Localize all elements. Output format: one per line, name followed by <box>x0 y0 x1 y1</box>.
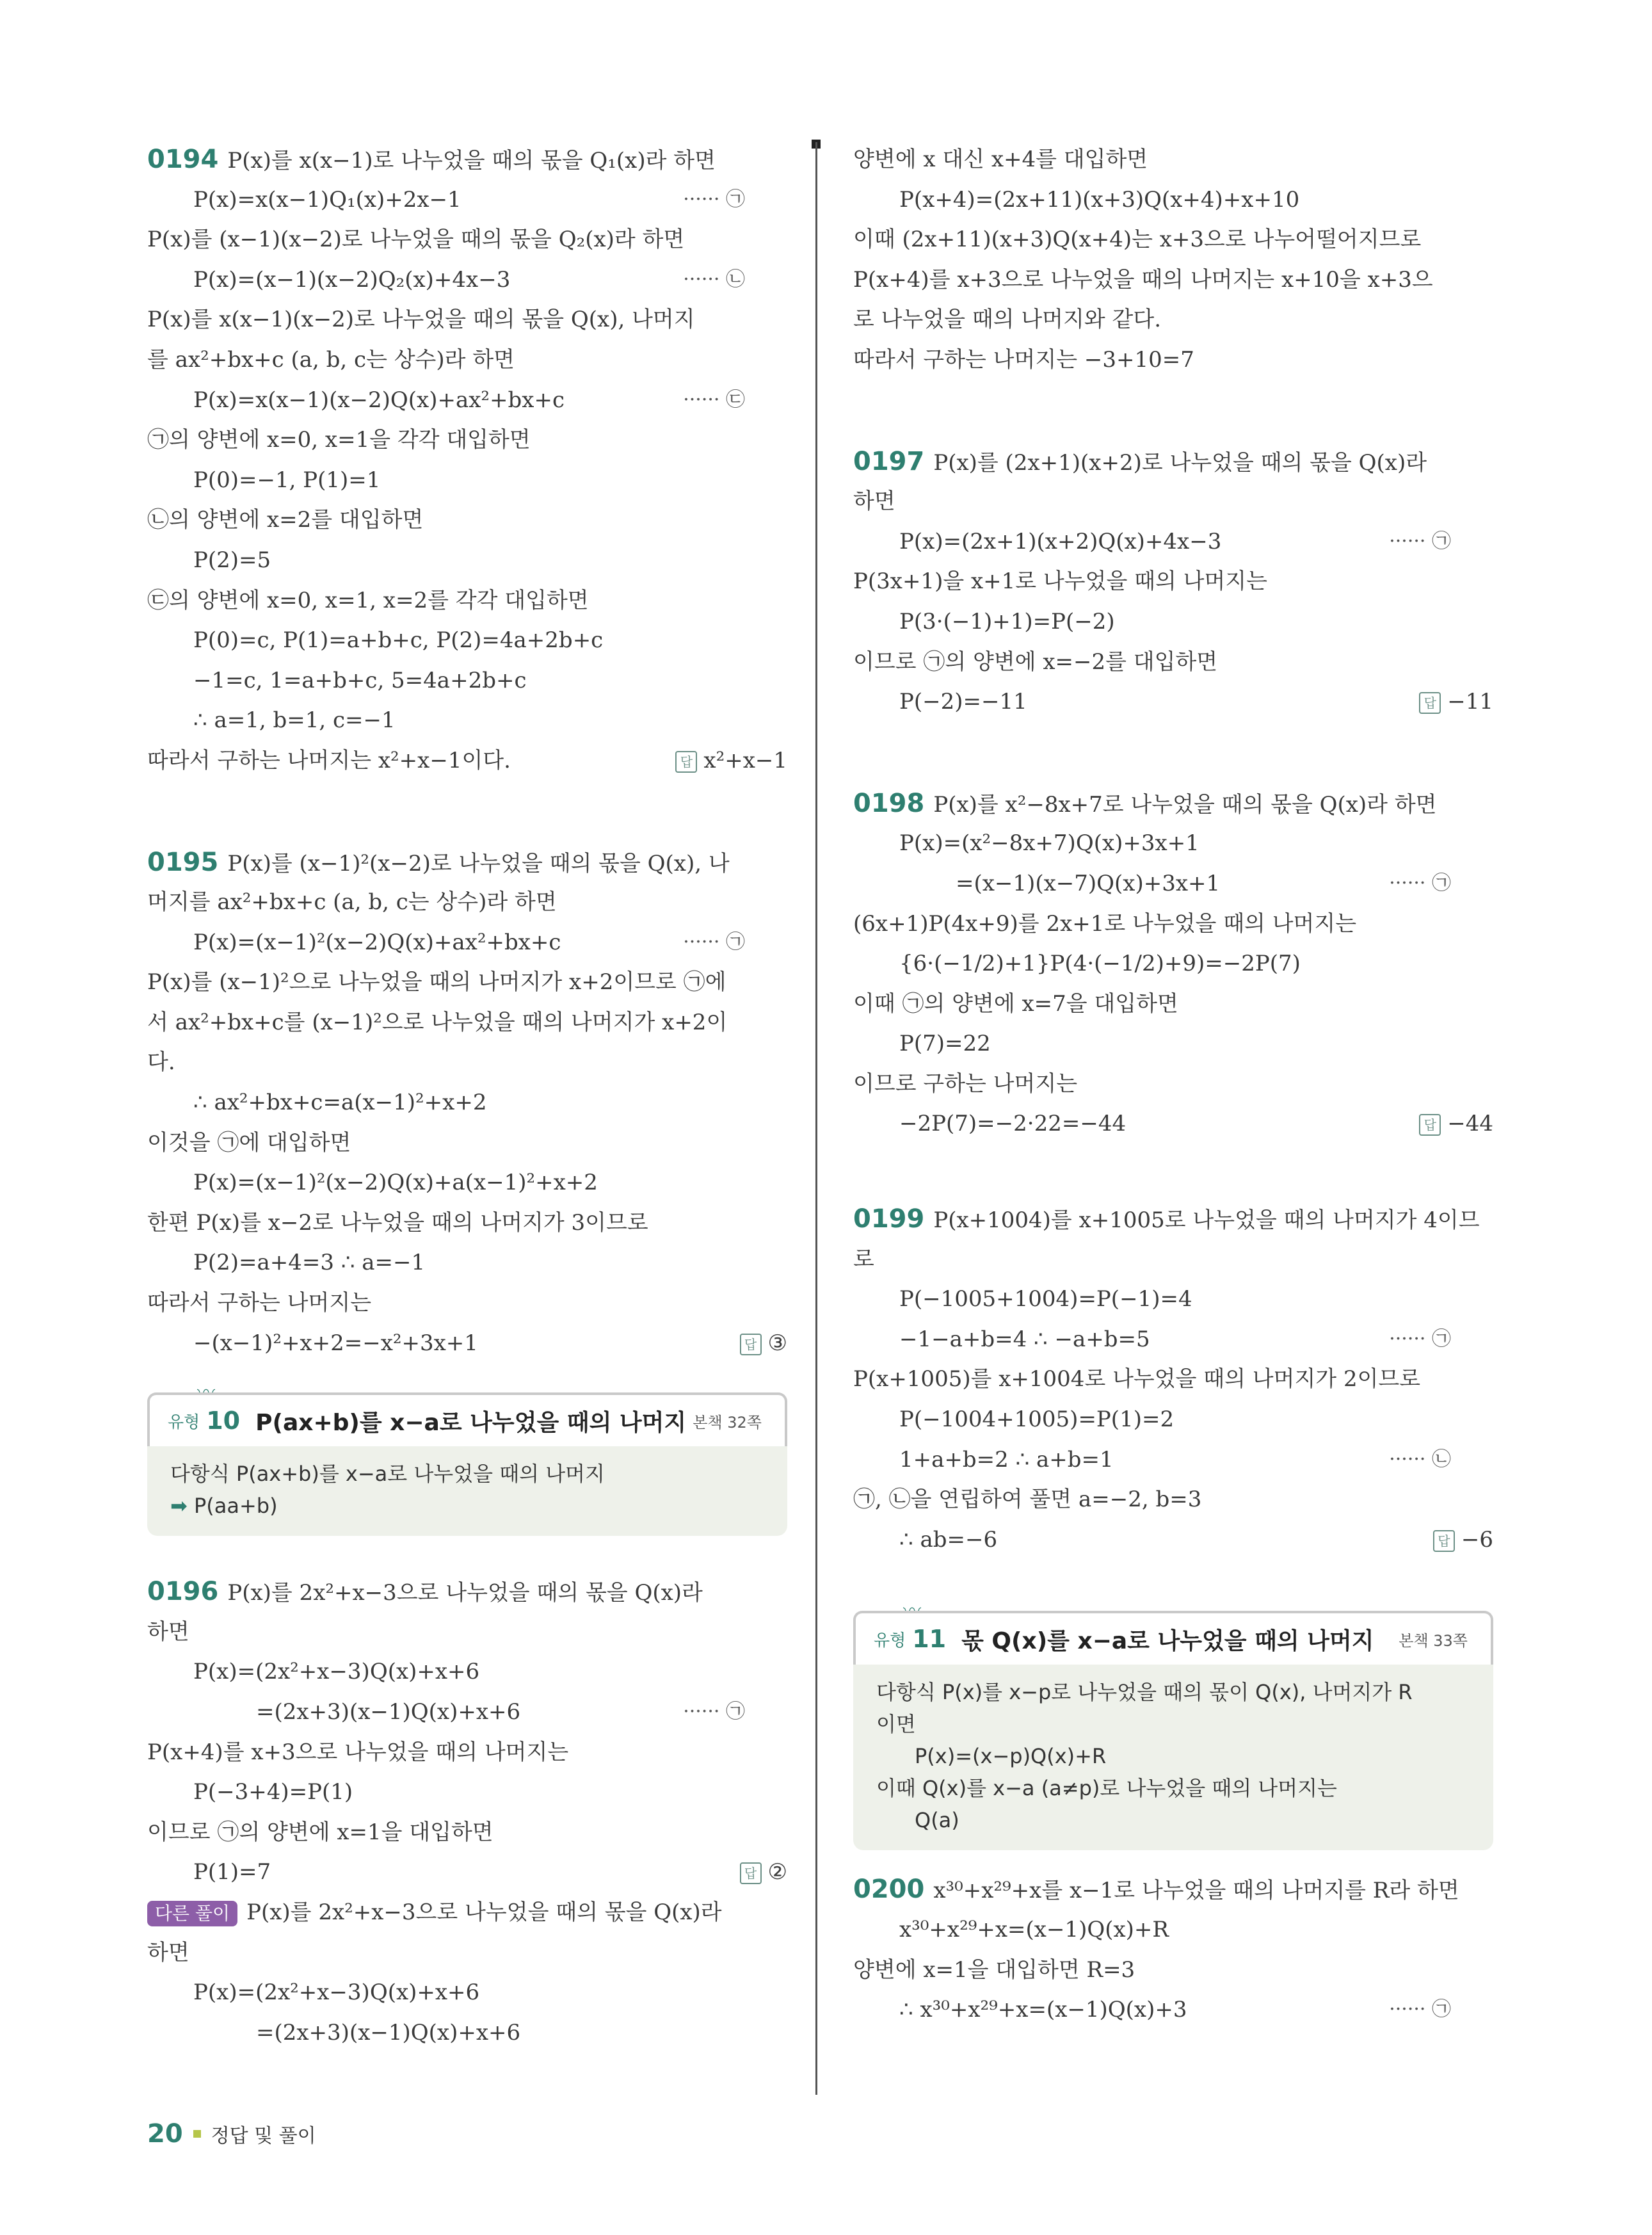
equation: P(x)=(x−1)(x−2)Q₂(x)+4x−3 <box>193 266 511 293</box>
solution-line: P(x)를 2x²+x−3으로 나누었을 때의 몫을 Q(x)라 <box>246 1899 722 1925</box>
solution-line: (6x+1)P(4x+9)를 2x+1로 나누었을 때의 나머지는 <box>853 910 1357 937</box>
equation: −2P(7)=−2·22=−44 <box>899 1111 1127 1137</box>
problem-0199 <box>853 1199 1493 1560</box>
equation: ∴ ab=−6 <box>899 1526 998 1553</box>
answer <box>740 1852 787 1892</box>
solution-line: P(x)를 x(x−1)로 나누었을 때의 몫을 Q₁(x)라 하면 <box>227 148 716 173</box>
problem-number: 0197 <box>853 446 925 476</box>
solution-line: ㉡의 양변에 x=2를 대입하면 <box>147 507 424 533</box>
problem-0200 <box>853 1869 1493 2029</box>
equation: ∴ ax²+bx+c=a(x−1)²+x+2 <box>193 1090 487 1116</box>
solution-line: P(x)를 (2x+1)(x+2)로 나누었을 때의 몫을 Q(x)라 <box>933 449 1427 476</box>
solution-line: P(x)를 (x−1)²으로 나누었을 때의 나머지가 x+2이므로 ㉠에 <box>147 969 726 996</box>
solution-line: 로 <box>853 1246 874 1272</box>
type-11-box <box>853 1611 1493 1850</box>
problem-0196 <box>147 1572 787 2053</box>
arrow-icon: ➡ <box>170 1494 188 1519</box>
solution-line: ㉠의 양변에 x=0, x=1을 각각 대입하면 <box>147 427 531 453</box>
solution-line: 하면 <box>147 1618 189 1645</box>
solution-line: 이므로 구하는 나머지는 <box>853 1070 1078 1097</box>
solution-line: 이때 (2x+11)(x+3)Q(x+4)는 x+3으로 나누어떨어지므로 <box>853 227 1422 253</box>
problem-number: 0194 <box>147 145 219 174</box>
solution-line: P(x+1004)를 x+1005로 나누었을 때의 나머지가 4이므 <box>933 1207 1480 1234</box>
solution-line: 하면 <box>147 1939 189 1965</box>
equation: 1+a+b=2 ∴ a+b=1 <box>899 1446 1114 1473</box>
solution-line: 따라서 구하는 나머지는 <box>147 1290 372 1316</box>
solution-line: 이므로 ㉠의 양변에 x=1을 대입하면 <box>147 1819 493 1845</box>
solution-line: 를 ax²+bx+c (a, b, c는 상수)라 하면 <box>147 346 515 373</box>
equation-tag: ······ ㉠ <box>1389 529 1451 553</box>
problem-number: 0195 <box>147 847 219 877</box>
answer-icon: 답 <box>1433 1530 1455 1552</box>
equation: P(x)=(x−1)²(x−2)Q(x)+ax²+bx+c <box>193 929 561 955</box>
solution-line: P(x)를 x²−8x+7로 나누었을 때의 몫을 Q(x)라 하면 <box>933 791 1437 818</box>
answer-value: ② <box>767 1859 787 1885</box>
solution-line: P(x)를 (x−1)(x−2)로 나누었을 때의 몫을 Q₂(x)라 하면 <box>147 227 685 253</box>
left-column <box>147 140 787 2053</box>
answer-value: ③ <box>767 1330 787 1356</box>
answer-icon: 답 <box>1419 692 1441 714</box>
equation: P(x)=(x−1)²(x−2)Q(x)+a(x−1)²+x+2 <box>193 1170 598 1196</box>
textbook-reference: 본책 32쪽 <box>693 1413 762 1432</box>
type-title: 몫 Q(x)를 x−a로 나누었을 때의 나머지 <box>961 1627 1374 1654</box>
solution-line: P(x+4)를 x+3으로 나누었을 때의 나머지는 x+10을 x+3으 <box>853 266 1433 293</box>
problem-number: 0199 <box>853 1204 925 1234</box>
equation-tag: ······ ㉠ <box>1389 871 1451 894</box>
column-divider <box>815 142 817 2095</box>
equation: =(2x+3)(x−1)Q(x)+x+6 <box>256 2019 521 2045</box>
right-column <box>853 140 1493 2030</box>
solution-line: P(x+1005)를 x+1004로 나누었을 때의 나머지가 2이므로 <box>853 1366 1421 1392</box>
equation: −1−a+b=4 ∴ −a+b=5 <box>899 1326 1150 1352</box>
solution-line: 로 나누었을 때의 나머지와 같다. <box>853 307 1162 333</box>
solution-line: 하면 <box>853 488 895 515</box>
equation: P(0)=c, P(1)=a+b+c, P(2)=4a+2b+c <box>193 627 604 654</box>
equation: P(x)=(2x²+x−3)Q(x)+x+6 <box>193 1980 480 2006</box>
solution-line: 따라서 구하는 나머지는 −3+10=7 <box>853 346 1194 373</box>
type-number: 11 <box>912 1625 947 1654</box>
summary-result: P(aa+b) <box>193 1494 278 1519</box>
equation: P(−3+4)=P(1) <box>193 1779 353 1805</box>
solution-line: ㉠, ㉡을 연립하여 풀면 a=−2, b=3 <box>853 1487 1202 1513</box>
equation: ∴ a=1, b=1, c=−1 <box>193 707 396 734</box>
answer-value: −44 <box>1447 1111 1493 1137</box>
answer-icon: 답 <box>675 751 697 773</box>
answer-value: −11 <box>1447 689 1493 715</box>
equation: P(1)=7 <box>193 1859 271 1885</box>
answer-icon: 답 <box>740 1334 762 1355</box>
answer-icon: 답 <box>1419 1114 1441 1136</box>
problem-number: 0198 <box>853 788 925 818</box>
solution-line: 다. <box>147 1049 175 1076</box>
equation: P(7)=22 <box>899 1031 991 1057</box>
type-header <box>147 1392 787 1446</box>
equation: P(x)=x(x−1)Q₁(x)+2x−1 <box>193 186 461 213</box>
page-number: 20 <box>147 2119 183 2149</box>
equation: P(−1005+1004)=P(−1)=4 <box>899 1286 1192 1312</box>
footer-title: 정답 및 풀이 <box>211 2125 316 2147</box>
solution-line: 머지를 ax²+bx+c (a, b, c는 상수)라 하면 <box>147 889 557 916</box>
solution-line: P(3x+1)을 x+1로 나누었을 때의 나머지는 <box>853 569 1267 595</box>
type-label: 유형 <box>168 1412 200 1432</box>
answer-value: x²+x−1 <box>703 747 787 773</box>
equation-tag: ······ ㉡ <box>683 268 745 291</box>
equation: ∴ x³⁰+x²⁹+x=(x−1)Q(x)+3 <box>899 1997 1187 2023</box>
equation: x³⁰+x²⁹+x=(x−1)Q(x)+R <box>899 1917 1169 1942</box>
equation: P(−1004+1005)=P(1)=2 <box>899 1407 1175 1433</box>
problem-0198 <box>853 784 1493 1144</box>
solution-line: 따라서 구하는 나머지는 x²+x−1이다. <box>147 747 511 773</box>
textbook-reference: 본책 33쪽 <box>1399 1631 1468 1650</box>
solution-line: P(x)를 2x²+x−3으로 나누었을 때의 몫을 Q(x)라 <box>227 1580 703 1606</box>
equation: {6·(−1/2)+1}P(4·(−1/2)+9)=−2P(7) <box>899 951 1301 977</box>
solution-line: 서 ax²+bx+c를 (x−1)²으로 나누었을 때의 나머지가 x+2이 <box>147 1009 728 1035</box>
answer <box>675 741 787 781</box>
problem-0197 <box>853 442 1493 722</box>
equation: P(x)=(2x+1)(x+2)Q(x)+4x−3 <box>899 528 1222 554</box>
equation-tag: ······ ㉠ <box>683 188 745 211</box>
answer <box>740 1323 787 1364</box>
equation-tag: ······ ㉠ <box>1389 1327 1451 1350</box>
answer <box>1433 1520 1493 1560</box>
page-footer <box>147 2119 316 2149</box>
type-number: 10 <box>206 1407 241 1435</box>
equation: P(2)=5 <box>193 547 271 573</box>
summary-line: 다항식 P(ax+b)를 x−a로 나누었을 때의 나머지 <box>170 1462 605 1487</box>
equation: P(3·(−1)+1)=P(−2) <box>899 608 1115 634</box>
equation: −(x−1)²+x+2=−x²+3x+1 <box>193 1330 478 1356</box>
equation: P(x)=(2x²+x−3)Q(x)+x+6 <box>193 1659 480 1685</box>
summary-equation: P(x)=(x−p)Q(x)+R <box>915 1744 1107 1769</box>
equation: −1=c, 1=a+b+c, 5=4a+2b+c <box>193 667 527 693</box>
type-label: 유형 <box>874 1631 906 1650</box>
footer-square-icon <box>193 2130 201 2138</box>
equation: P(2)=a+4=3 ∴ a=−1 <box>193 1250 426 1276</box>
type-10-box <box>147 1392 787 1536</box>
problem-0195 <box>147 843 787 1364</box>
type-title: P(ax+b)를 x−a로 나누었을 때의 나머지 <box>255 1409 687 1436</box>
problem-number: 0196 <box>147 1577 219 1607</box>
solution-line: 이때 ㉠의 양변에 x=7을 대입하면 <box>853 990 1178 1017</box>
summary-line: 다항식 P(x)를 x−p로 나누었을 때의 몫이 Q(x), 나머지가 R <box>876 1680 1413 1705</box>
equation-tag: ······ ㉢ <box>683 388 745 411</box>
solution-line: 이므로 ㉠의 양변에 x=−2를 대입하면 <box>853 649 1218 675</box>
equation: P(x+4)=(2x+11)(x+3)Q(x+4)+x+10 <box>899 186 1300 213</box>
solution-line: ㉢의 양변에 x=0, x=1, x=2를 각각 대입하면 <box>147 587 589 613</box>
type-header <box>853 1611 1493 1665</box>
answer <box>1419 682 1493 722</box>
equation: P(−2)=−11 <box>899 689 1027 715</box>
equation: P(x)=(x²−8x+7)Q(x)+3x+1 <box>899 830 1199 857</box>
problem-number: 0200 <box>853 1875 925 1905</box>
type-summary <box>853 1665 1493 1850</box>
equation: =(x−1)(x−7)Q(x)+3x+1 <box>956 870 1221 896</box>
equation: =(2x+3)(x−1)Q(x)+x+6 <box>256 1699 521 1725</box>
solution-line: 양변에 x=1을 대입하면 R=3 <box>853 1957 1135 1983</box>
solution-line: 이것을 ㉠에 대입하면 <box>147 1129 351 1156</box>
solution-line: x³⁰+x²⁹+x를 x−1로 나누었을 때의 나머지를 R라 하면 <box>933 1878 1459 1904</box>
problem-0194 <box>147 140 787 781</box>
solution-line: P(x)를 (x−1)²(x−2)로 나누었을 때의 몫을 Q(x), 나 <box>227 850 730 876</box>
solution-line: P(x)를 x(x−1)(x−2)로 나누었을 때의 몫을 Q(x), 나머지 <box>147 307 695 333</box>
alternative-solution-badge: 다른 풀이 <box>147 1901 237 1926</box>
summary-line: 이면 <box>876 1712 916 1737</box>
equation-tag: ······ ㉠ <box>683 1700 745 1723</box>
summary-line: 이때 Q(x)를 x−a (a≠p)로 나누었을 때의 나머지는 <box>876 1776 1337 1801</box>
answer <box>1419 1104 1493 1144</box>
equation-tag: ······ ㉠ <box>683 930 745 953</box>
equation-tag: ······ ㉠ <box>1389 1998 1451 2021</box>
type-summary <box>147 1446 787 1536</box>
answer-value: −6 <box>1461 1526 1493 1553</box>
problem-0196-continued <box>853 140 1493 380</box>
answer-icon: 답 <box>740 1862 762 1884</box>
equation: P(0)=−1, P(1)=1 <box>193 467 381 493</box>
equation-tag: ······ ㉡ <box>1389 1448 1451 1471</box>
summary-result: Q(a) <box>915 1808 959 1833</box>
solution-line: 한편 P(x)를 x−2로 나누었을 때의 나머지가 3이므로 <box>147 1209 648 1236</box>
solution-line: 양변에 x 대신 x+4를 대입하면 <box>853 147 1148 172</box>
solution-line: P(x+4)를 x+3으로 나누었을 때의 나머지는 <box>147 1739 569 1765</box>
equation: P(x)=x(x−1)(x−2)Q(x)+ax²+bx+c <box>193 387 565 413</box>
